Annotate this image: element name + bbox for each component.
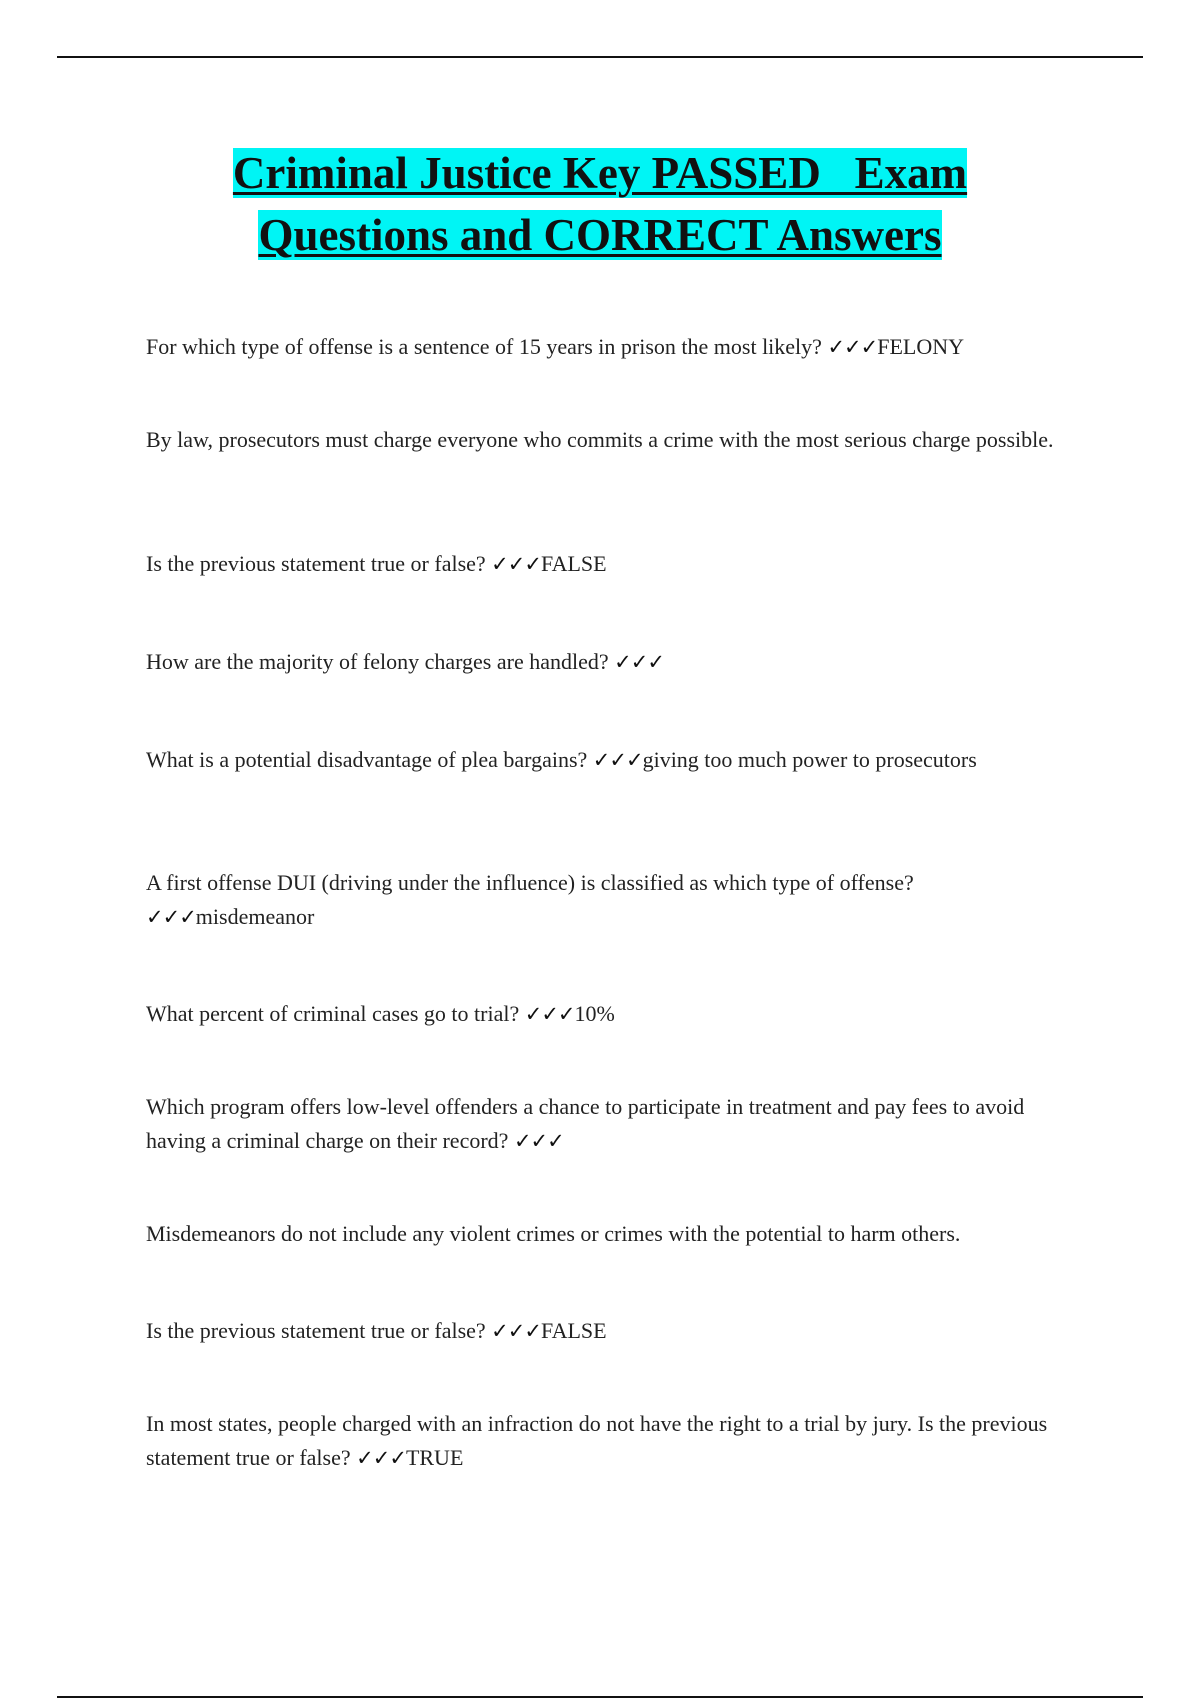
question-text: What is a potential disadvantage of plea bargains? (146, 747, 593, 772)
question-text: Which program offers low-level offenders a chance to participate in treatment and pay fees to avoid having a criminal charge on their record? (146, 1094, 1025, 1153)
title-line-1: Criminal Justice Key PASSED Exam (232, 148, 968, 198)
question-text: How are the majority of felony charges are handled? (146, 649, 615, 674)
qa-item-6 (146, 866, 1066, 934)
answer-text: FALSE (540, 1318, 607, 1343)
question-text: A first offense DUI (driving under the influence) is classified as which type of offense? (146, 870, 914, 895)
question-text: By law, prosecutors must charge everyone who commits a crime with the most serious charge possible. (146, 427, 1054, 452)
question-text: Misdemeanors do not include any violent crimes or crimes with the potential to harm others. (146, 1221, 961, 1246)
check-mark-icon: ✓✓✓ (592, 748, 643, 772)
answer-text: 10% (574, 1001, 615, 1026)
qa-item-5 (146, 743, 1066, 777)
qa-item-10 (146, 1314, 1066, 1348)
qa-item-11 (146, 1407, 1066, 1475)
document-title (0, 142, 1200, 266)
check-mark-icon: ✓✓✓ (524, 1002, 575, 1026)
qa-item-1 (146, 330, 1066, 364)
title-line-2: Questions and CORRECT Answers (258, 210, 942, 260)
question-text: Is the previous statement true or false? (146, 551, 492, 576)
check-mark-icon: ✓✓✓ (614, 650, 664, 674)
qa-item-2 (146, 423, 1066, 457)
answer-text: TRUE (405, 1445, 464, 1470)
check-mark-icon: ✓✓✓ (513, 1129, 564, 1153)
check-mark-icon: ✓✓✓ (356, 1446, 406, 1470)
answer-text: FALSE (540, 551, 607, 576)
question-text: In most states, people charged with an infraction do not have the right to a trial by jury. Is the previous statement true or false? (146, 1411, 1048, 1470)
qa-item-8 (146, 1090, 1066, 1158)
answer-text: misdemeanor (195, 904, 315, 929)
qa-item-4 (146, 645, 1066, 679)
question-text: For which type of offense is a sentence of 15 years in prison the most likely? (146, 334, 828, 359)
check-mark-icon: ✓✓✓ (827, 335, 878, 359)
qa-item-9 (146, 1217, 1066, 1251)
footer-rule (57, 1696, 1143, 1698)
answer-text: FELONY (877, 334, 965, 359)
answer-text: giving too much power to prosecutors (642, 747, 977, 772)
qa-item-3 (146, 547, 1066, 581)
check-mark-icon: ✓✓✓ (491, 552, 541, 576)
question-text: What percent of criminal cases go to trial? (146, 1001, 525, 1026)
header-rule (57, 56, 1143, 58)
question-text: Is the previous statement true or false? (146, 1318, 492, 1343)
check-mark-icon: ✓✓✓ (491, 1319, 541, 1343)
qa-item-7 (146, 997, 1066, 1031)
check-mark-icon: ✓✓✓ (146, 905, 196, 929)
